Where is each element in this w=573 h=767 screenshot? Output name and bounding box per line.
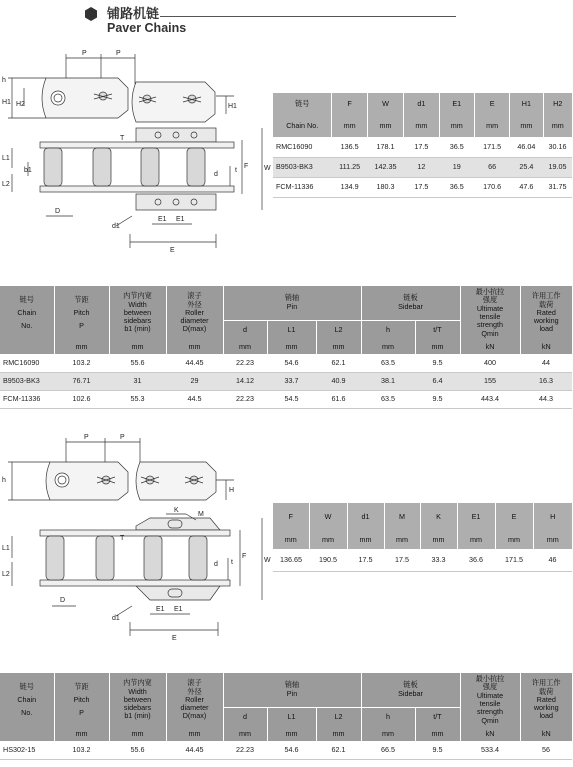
col-unit: mm [166, 340, 223, 354]
col-unit: mm [404, 115, 439, 137]
dim-l2-label: L2 [2, 181, 10, 188]
dim-e-label: E [170, 247, 175, 254]
col-header: diameter [180, 703, 209, 713]
col-header: E [474, 93, 509, 115]
col-group-header: Pin [286, 688, 298, 698]
col-header: E1 [457, 503, 495, 531]
col-header: 内节内宽 [123, 291, 152, 301]
section-title-cn: 铺路机链 [107, 6, 160, 21]
col-unit: mm [361, 340, 415, 354]
section-title-en: Paver Chains [107, 21, 187, 35]
col-header: Roller [185, 307, 204, 317]
table-row: B9503-BK3 111.25 142.35 12 19 66 25.4 19.05 [273, 157, 572, 177]
col-unit: mm [415, 340, 460, 354]
col-header: Width [128, 686, 147, 696]
col-header: t/T [415, 707, 460, 727]
col-header: 滚子 [187, 291, 202, 301]
col-header: Pitch [73, 694, 90, 704]
dim-l1-label: L1 [2, 155, 10, 162]
dim-w-label: W [264, 165, 271, 172]
col-header: E1 [439, 93, 474, 115]
col-header: Roller [185, 694, 204, 704]
dim-p-label: P [82, 50, 87, 57]
col-group-header: 链板 [403, 293, 418, 303]
col-unit: mm [495, 531, 533, 549]
col-unit: mm [109, 340, 166, 354]
col-unit: mm [510, 115, 543, 137]
col-header: d [223, 707, 267, 727]
col-header: L2 [316, 320, 361, 340]
col-header: K [420, 503, 457, 531]
col-unit: mm [420, 531, 457, 549]
dim-p-label: P [84, 434, 89, 441]
col-header: tensile [479, 699, 501, 708]
col-header: sidebars [123, 316, 152, 326]
col-header: D(max) [182, 711, 207, 721]
col-unit: mm [347, 531, 384, 549]
col-unit: mm [54, 727, 109, 741]
col-header: Ultimate [476, 303, 504, 313]
col-header: d1 [347, 503, 384, 531]
col-unit: Chain No. [273, 115, 332, 137]
col-header: 强度 [482, 682, 498, 692]
table-row: FCM-11336 102.6 55.3 44.5 22.23 54.5 61.6 63.5 9.5 443.4 44.3 [0, 390, 572, 408]
dim-d-big-label: D [55, 208, 61, 215]
col-unit: mm [54, 340, 109, 354]
table-row: HS302-15 103.2 55.6 44.45 22.23 54.6 62.1 66.5 9.5 533.4 56 [0, 741, 572, 759]
col-header: load [539, 324, 554, 334]
col-header: H2 [543, 93, 572, 115]
col-header: E [495, 503, 533, 531]
col-header: strength [477, 707, 503, 717]
dim-d-big-label: D [60, 597, 66, 604]
dim-f-label: F [244, 163, 249, 170]
col-header: Qmin [481, 715, 499, 725]
col-header: L1 [267, 320, 316, 340]
col-header: 滚子 [187, 678, 202, 688]
dim-f-label: F [242, 553, 247, 560]
col-header: tensile [479, 312, 501, 321]
col-header: 载荷 [539, 686, 554, 696]
dim-l2-label: L2 [2, 571, 10, 578]
col-header: P [79, 708, 84, 718]
dimension-table-2 [273, 503, 572, 572]
dim-h-label: h [2, 77, 6, 84]
col-header: 节距 [74, 294, 89, 304]
dim-h-label: h [2, 477, 6, 484]
col-header: d [223, 320, 267, 340]
col-header: load [539, 711, 554, 721]
col-unit: mm [223, 340, 267, 354]
col-unit: mm [166, 727, 223, 741]
col-header: Rated [536, 694, 556, 704]
col-header: diameter [180, 316, 209, 326]
col-header: L1 [267, 707, 316, 727]
col-unit: mm [332, 115, 367, 137]
dim-m-label: M [198, 511, 204, 518]
col-header: W [309, 503, 347, 531]
col-header: Rated [536, 307, 556, 317]
col-header: h [361, 320, 415, 340]
table-row: FCM-11336 134.9 180.3 17.5 36.5 170.6 47.6 31.75 [273, 177, 572, 197]
col-group-header: Sidebar [398, 301, 423, 311]
col-header: Qmin [481, 328, 499, 338]
col-unit: kN [520, 340, 572, 354]
col-header: d1 [404, 93, 439, 115]
dim-e-label: E [172, 635, 177, 642]
col-unit: mm [267, 727, 316, 741]
dimension-table-1 [273, 93, 572, 198]
specification-table-2 [0, 673, 572, 760]
col-unit: mm [316, 727, 361, 741]
col-header: b1 (min) [124, 324, 151, 334]
col-header: L2 [316, 707, 361, 727]
col-unit: mm [543, 115, 572, 137]
col-header: h [361, 707, 415, 727]
col-unit: mm [367, 115, 403, 137]
col-unit: mm [361, 727, 415, 741]
paver-chain-drawing-2 [0, 430, 275, 645]
dim-d-label: d [214, 171, 218, 178]
col-header: W [367, 93, 403, 115]
col-header: 许用工作 [531, 291, 561, 301]
dim-t-label: T [120, 135, 125, 142]
col-header: F [332, 93, 367, 115]
dim-e1-label: E1 [176, 216, 185, 223]
col-header: 最小抗拉 [475, 287, 505, 297]
col-header: Pitch [73, 307, 90, 317]
col-header: 链号 [19, 294, 34, 304]
col-header: 许用工作 [531, 678, 561, 688]
col-header: Chain [17, 307, 37, 317]
col-header: working [533, 703, 559, 713]
dim-h2-label: H2 [16, 101, 25, 108]
col-header: M [384, 503, 420, 531]
dim-l1-label: L1 [2, 545, 10, 552]
col-unit: mm [309, 531, 347, 549]
col-header: 外径 [187, 686, 202, 696]
col-header: 最小抗拉 [475, 674, 505, 684]
col-unit: mm [273, 531, 309, 549]
hexagon-bullet-icon [83, 6, 99, 22]
col-header: Width [128, 299, 147, 309]
col-header: 链号 [273, 93, 332, 115]
col-header: F [273, 503, 309, 531]
dim-t-small-label: t [231, 559, 233, 566]
table-row: 136.65 190.5 17.5 17.5 33.3 36.6 171.5 46 [273, 549, 572, 571]
table-row: B9503-BK3 76.71 31 29 14.12 33.7 40.9 38.1 6.4 155 16.3 [0, 372, 572, 390]
dim-d-label: d [214, 561, 218, 568]
col-header: P [79, 321, 84, 331]
col-header: No. [21, 321, 33, 331]
col-header: H [533, 503, 572, 531]
col-group-header: 销轴 [284, 680, 300, 690]
dim-p-label: P [120, 434, 125, 441]
specification-table-1 [0, 286, 572, 409]
table-row: RMC16090 136.5 178.1 17.5 36.5 171.5 46.04 30.16 [273, 137, 572, 157]
dim-k-label: K [174, 507, 179, 514]
col-header: H1 [510, 93, 543, 115]
col-header: Ultimate [476, 690, 504, 700]
col-header: No. [21, 708, 33, 718]
col-unit: mm [109, 727, 166, 741]
dim-t-label: T [120, 535, 125, 542]
col-header: b1 (min) [124, 711, 151, 721]
dim-t-small-label: t [235, 167, 237, 174]
dim-p-label: P [116, 50, 121, 57]
col-unit: kN [460, 340, 520, 354]
col-group-header: 链板 [403, 680, 418, 690]
header-rule [160, 16, 456, 17]
col-header: t/T [415, 320, 460, 340]
dim-e1-label: E1 [174, 606, 183, 613]
col-unit: mm [415, 727, 460, 741]
col-header: sidebars [123, 703, 152, 713]
col-unit: mm [316, 340, 361, 354]
col-header: 内节内宽 [123, 678, 152, 688]
col-header: 载荷 [539, 299, 554, 309]
col-header: Chain [17, 694, 37, 704]
col-header: 节距 [74, 681, 89, 691]
col-unit: mm [474, 115, 509, 137]
paver-chain-drawing-1 [0, 44, 275, 259]
col-unit: mm [533, 531, 572, 549]
col-header: 外径 [187, 299, 202, 309]
col-unit: mm [457, 531, 495, 549]
col-group-header: 销轴 [284, 293, 300, 303]
col-header: working [533, 316, 559, 326]
col-unit: mm [439, 115, 474, 137]
col-header: 强度 [482, 295, 498, 305]
dim-e1-label: E1 [156, 606, 165, 613]
col-unit: kN [460, 727, 520, 741]
dim-h1-label: H1 [228, 103, 237, 110]
table-row: RMC16090 103.2 55.6 44.45 22.23 54.6 62.1 63.5 9.5 400 44 [0, 354, 572, 372]
dim-h-plain-label: H [229, 487, 235, 494]
dim-h1-label: H1 [2, 99, 11, 106]
dim-w-label: W [264, 557, 271, 564]
col-unit: mm [384, 531, 420, 549]
dim-b1-label: b1 [24, 167, 32, 174]
dim-d1-label: d1 [112, 615, 120, 622]
dim-e1-label: E1 [158, 216, 167, 223]
col-header: D(max) [182, 324, 207, 334]
col-group-header: Sidebar [398, 688, 423, 698]
col-unit: kN [520, 727, 572, 741]
dim-d1-label: d1 [112, 223, 120, 230]
col-group-header: Pin [286, 301, 298, 311]
col-header: strength [477, 320, 503, 330]
col-unit: mm [267, 340, 316, 354]
col-header: 链号 [19, 681, 34, 691]
col-header: between [123, 307, 152, 317]
col-unit: mm [223, 727, 267, 741]
col-header: between [123, 694, 152, 704]
